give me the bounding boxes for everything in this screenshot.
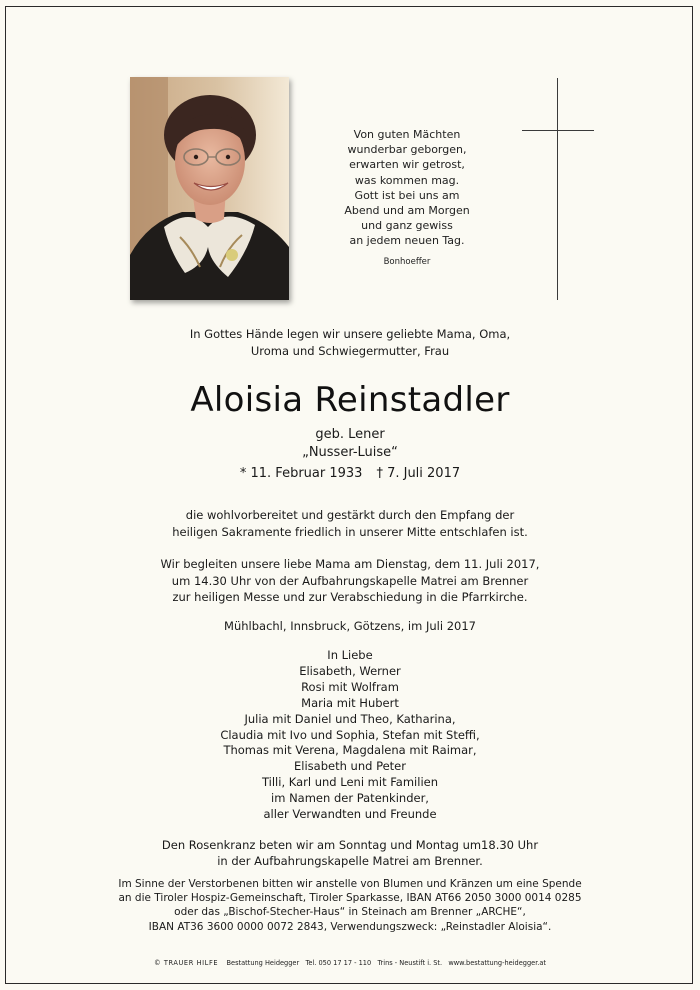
death-date: † 7. Juli 2017	[376, 466, 461, 481]
nickname: „Nusser-Luise“	[302, 445, 398, 460]
donation-line: Im Sinne der Verstorbenen bitten wir anstelle von Blumen und Kränzen um eine Spende	[118, 878, 582, 890]
family-line: In Liebe	[327, 648, 373, 662]
poem-line: Gott ist bei uns am	[354, 188, 460, 202]
rosary-line: in der Aufbahrungskapelle Matrei am Brenner.	[217, 854, 483, 868]
family-line: Maria mit Hubert	[301, 695, 399, 710]
footer-brand: © TRAUER HILFE	[153, 959, 219, 967]
birth-date: * 11. Februar 1933	[239, 466, 363, 481]
passing-text	[0, 507, 700, 540]
rosary-text	[0, 837, 700, 869]
passing-line: heiligen Sakramente friedlich in unserer Mitte entschlafen ist.	[172, 524, 528, 539]
footer-website[interactable]: www.bestattung-heidegger.at	[448, 959, 547, 967]
place-date: Mühlbachl, Innsbruck, Götzens, im Juli 2017	[224, 619, 476, 633]
poem-line: wunderbar geborgen,	[347, 143, 467, 157]
portrait-photo	[130, 77, 289, 300]
family-line: Elisabeth und Peter	[294, 759, 406, 774]
funeral-line: um 14.30 Uhr von der Aufbahrungskapelle Matrei am Brenner	[171, 573, 529, 588]
intro-text	[0, 326, 700, 360]
family-line: Thomas mit Verena, Magdalena mit Raimar,	[223, 743, 477, 758]
family-line: aller Verwandten und Freunde	[263, 807, 437, 822]
funeral-line: Wir begleiten unsere liebe Mama am Dienstag, dem 11. Juli 2017,	[160, 557, 540, 571]
poem-line: an jedem neuen Tag.	[349, 234, 465, 248]
rosary-line: Den Rosenkranz beten wir am Sonntag und Montag um18.30 Uhr	[161, 838, 539, 852]
funeral-text	[0, 556, 700, 606]
footer-location: Trins - Neustift i. St.	[377, 959, 443, 967]
passing-line: die wohlvorbereitet und gestärkt durch den Empfang der	[185, 508, 515, 522]
birth-name-block	[0, 426, 700, 462]
donation-line: IBAN AT36 3600 0000 0072 2843, Verwendungszweck: „Reinstadler Aloisia“.	[148, 920, 552, 933]
family-line: Elisabeth, Werner	[299, 663, 401, 678]
poem-line: Von guten Mächten	[353, 128, 461, 141]
donation-line: an die Tiroler Hospiz-Gemeinschaft, Tiroler Sparkasse, IBAN AT66 2050 3000 0014 0285	[118, 892, 582, 905]
footer-company: Bestattung Heidegger	[226, 959, 300, 967]
footer	[0, 959, 700, 967]
family-line: Rosi mit Wolfram	[301, 679, 399, 694]
family-line: Tilli, Karl und Leni mit Familien	[262, 775, 438, 790]
deceased-name: Aloisia Reinstadler	[190, 380, 510, 420]
funeral-line: zur heiligen Messe und zur Verabschiedung in die Pfarrkirche.	[172, 590, 528, 604]
intro-line: In Gottes Hände legen wir unsere geliebte Mama, Oma,	[189, 327, 511, 341]
footer-phone: Tel. 050 17 17 - 110	[305, 959, 372, 967]
intro-line: Uroma und Schwiegermutter, Frau	[250, 344, 450, 358]
poem	[318, 127, 496, 270]
cross-icon	[557, 78, 558, 300]
life-dates	[0, 466, 700, 481]
poem-line: was kommen mag.	[354, 173, 460, 187]
donation-line: oder das „Bischof-Stecher-Haus“ in Steinach am Brenner „ARCHE“,	[174, 906, 526, 919]
donation-text	[0, 877, 700, 934]
family-line: im Namen der Patenkinder,	[271, 791, 429, 806]
poem-line: Abend und am Morgen	[344, 204, 470, 218]
family-line: Julia mit Daniel und Theo, Katharina,	[244, 711, 456, 726]
maiden-name: geb. Lener	[315, 427, 385, 442]
poem-line: und ganz gewiss	[361, 219, 453, 233]
poem-line: erwarten wir getrost,	[349, 158, 465, 172]
cross-icon-bar	[522, 130, 594, 131]
family-line: Claudia mit Ivo und Sophia, Stefan mit Steffi,	[220, 727, 480, 742]
poem-author: Bonhoeffer	[383, 256, 431, 267]
family-list	[0, 648, 700, 823]
